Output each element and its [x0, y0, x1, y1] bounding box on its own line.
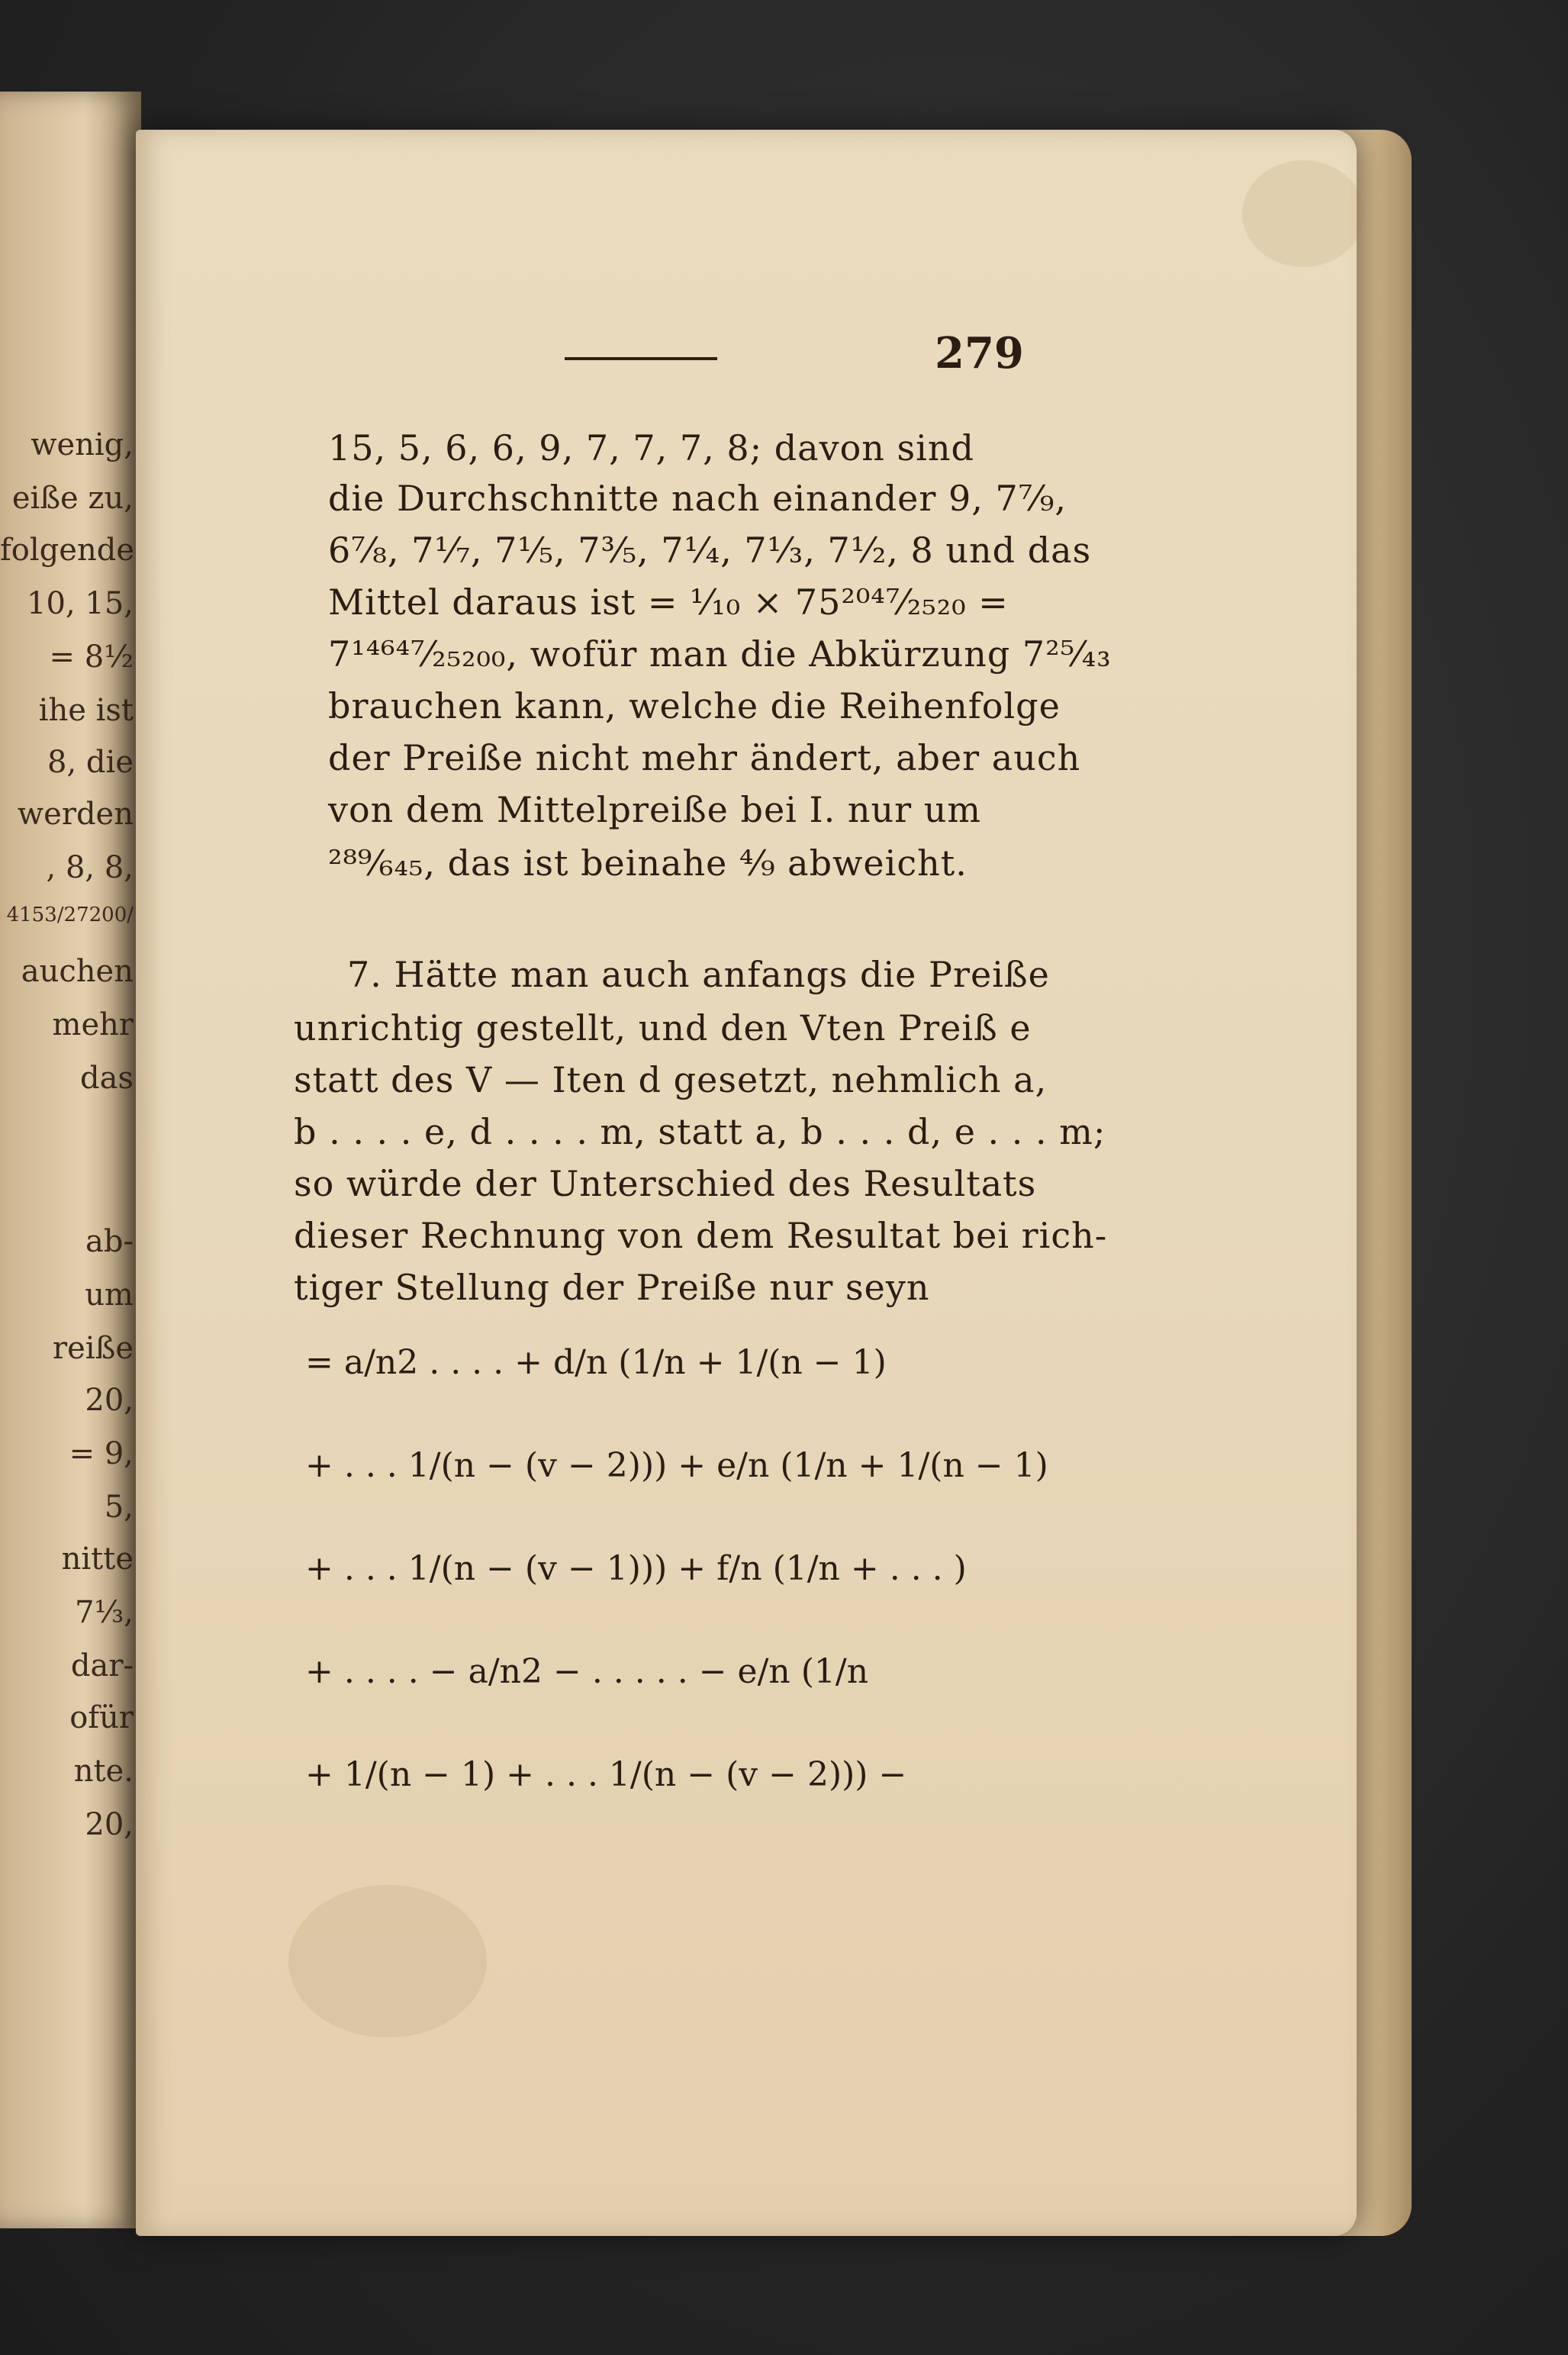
- header-rule: [565, 357, 717, 360]
- left-page-line: eiße zu,: [11, 481, 134, 516]
- left-page-line: 7⅓,: [75, 1595, 134, 1630]
- body-line: 15, 5, 6, 6, 9, 7, 7, 7, 8; davon sind: [328, 427, 974, 469]
- body-line: so würde der Unterschied des Resultats: [294, 1163, 1037, 1204]
- body-line: der Preiße nicht mehr ändert, aber auch: [328, 737, 1081, 778]
- page-number: 279: [935, 328, 1024, 379]
- body-line: tiger Stellung der Preiße nur seyn: [294, 1267, 930, 1308]
- left-page-line: ab-: [85, 1224, 134, 1259]
- body-line: brauchen kann, welche die Reihenfolge: [328, 685, 1061, 726]
- body-line: statt des V — Iten d gesetzt, nehmlich a,: [294, 1059, 1048, 1100]
- left-page-line: 5,: [104, 1490, 134, 1525]
- equation-line: = a/n2 . . . . + d/n (1/n + 1/(n − 1): [305, 1343, 887, 1382]
- left-page-line: , 8, 8,: [46, 850, 134, 885]
- left-page-line: werden: [17, 797, 134, 832]
- left-page-line: 10, 15,: [27, 586, 134, 621]
- equation-line: + . . . . − a/n2 − . . . . . − e/n (1/n: [305, 1652, 869, 1691]
- body-line: von dem Mittelpreiße bei I. nur um: [328, 789, 982, 830]
- paper-stain: [288, 1885, 487, 2038]
- body-line: die Durchschnitte nach einander 9, 7⁷⁄₉,: [328, 478, 1067, 519]
- left-page-line: dar-: [70, 1648, 134, 1683]
- equation-line: + . . . 1/(n − (v − 2))) + e/n (1/n + 1/(n − 1): [305, 1446, 1048, 1485]
- left-page-line: nitte: [61, 1542, 134, 1577]
- left-page-line: 8, die: [47, 745, 134, 780]
- left-page-line: um: [85, 1277, 134, 1313]
- left-page-line: mehr: [52, 1007, 134, 1042]
- left-page-line: folgende: [0, 533, 134, 568]
- paper-stain: [1242, 160, 1364, 267]
- left-page-line: das: [80, 1061, 134, 1096]
- left-page-line: wenig,: [31, 427, 134, 462]
- left-page-line: 20,: [85, 1383, 134, 1418]
- left-page-line: ofür: [69, 1700, 134, 1735]
- equation-line: + 1/(n − 1) + . . . 1/(n − (v − 2))) −: [305, 1755, 907, 1794]
- left-page-line: = 8½: [49, 639, 134, 675]
- body-line: 7¹⁴⁶⁴⁷⁄₂₅₂₀₀, wofür man die Abkürzung 7²⁵⁄₄₃: [328, 633, 1112, 675]
- left-page-line: reiße: [53, 1331, 134, 1366]
- equation-line: + . . . 1/(n − (v − 1))) + f/n (1/n + . . . ): [305, 1549, 967, 1588]
- left-page-line: ihe ist: [38, 693, 134, 728]
- left-page-fragment: [0, 92, 141, 2228]
- left-page-line: 20,: [85, 1807, 134, 1842]
- left-page-line: auchen: [21, 954, 134, 989]
- left-page-line: = 9,: [69, 1436, 134, 1471]
- body-line: ²⁸⁹⁄₆₄₅, das ist beinahe ⁴⁄₉ abweicht.: [328, 842, 968, 884]
- body-line: 7. Hätte man auch anfangs die Preiße: [347, 954, 1050, 995]
- body-line: b . . . . e, d . . . . m, statt a, b . . . d, e . . . m;: [294, 1111, 1106, 1152]
- body-line: dieser Rechnung von dem Resultat bei rich-: [294, 1215, 1108, 1256]
- body-line: 6⁷⁄₈, 7¹⁄₇, 7¹⁄₅, 7³⁄₅, 7¹⁄₄, 7¹⁄₃, 7¹⁄₂, 8 und das: [328, 530, 1092, 571]
- body-line: Mittel daraus ist = ¹⁄₁₀ × 75²⁰⁴⁷⁄₂₅₂₀ =: [328, 582, 1009, 623]
- left-page-line: nte.: [73, 1754, 134, 1789]
- body-line: unrichtig gestellt, und den Vten Preiß e: [294, 1007, 1032, 1049]
- left-page-line: 4153/27200/: [6, 904, 134, 926]
